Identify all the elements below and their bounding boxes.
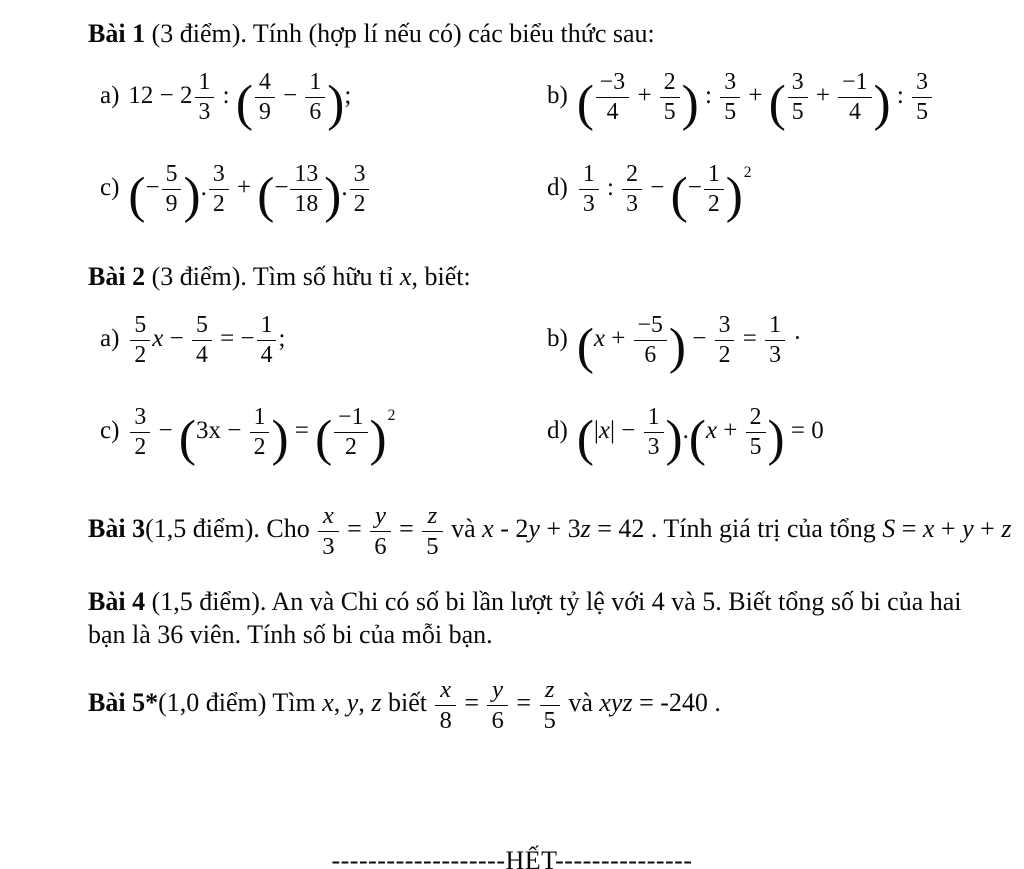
item-formula: (− $\frac{5}{9}$ ). $\frac{3}{2}$ + (− $\frac{13}{18}$ ). $\frac{3}{2}$ [128,174,371,201]
problem-2-row-1 [88,294,994,386]
problem-5-points: (1,0 điểm) [158,688,267,718]
problem-4-body: An và Chi có số bi lần lượt tỷ lệ với 4 và 5. Biết tổng số bi của hai bạn là 36 viên. Tính số bi của mỗi bạn. [88,586,962,650]
item-tag: d) [547,173,568,201]
problem-2-item-a [88,312,541,368]
problem-1-points: (3 điểm). [145,19,247,48]
problem-1-row-1 [88,51,994,143]
problem-5-label: Bài 5* [88,688,159,718]
item-tag: b) [547,81,568,109]
problem-1 [88,16,994,235]
item-formula: $\frac{3}{2}$ − (3x − $\frac{1}{2}$ ) = ( $\frac{-1}{2}$ )$^2$ [128,417,395,444]
problem-5-body: Tìm x, y, z biết $\frac{x}{8}$ = $\frac{y}{6}$ = $\frac{z}{5}$ và xyz = -240 . [266,676,721,734]
problem-5 [88,676,994,734]
problem-4-text [88,585,994,653]
end-of-exam-marker: -------------------HẾT--------------- [331,846,693,869]
problem-1-item-d [541,161,994,224]
problem-1-header [88,16,994,51]
problem-1-label: Bài 1 [88,19,146,48]
problem-2-points: (3 điểm). [145,262,247,292]
item-tag: c) [100,416,120,444]
item-formula: (|x| − $\frac{1}{3}$ ).(x + $\frac{2}{5}$ ) = 0 [576,404,824,467]
item-tag: c) [100,173,120,201]
item-formula: 12 − 2 $\frac{1}{3}$ : ( $\frac{4}{9}$ − $\frac{1}{6}$ ); [128,69,352,132]
item-tag: a) [100,324,120,352]
problem-4 [88,585,994,653]
problem-1-item-c [88,161,541,224]
problem-3-body: Cho $\frac{x}{3}$ = $\frac{y}{6}$ = $\frac{z}{5}$ và x - 2y + 3z = 42 . Tính giá trị của tổng S = x + y + z [259,502,1012,560]
problem-4-points: (1,5 điểm). [145,586,267,616]
problem-1-item-a [88,69,541,132]
item-formula: (x + $\frac{-5}{6}$ ) − $\frac{3}{2}$ = $\frac{1}{3}$ · [576,312,802,375]
problem-1-row-2 [88,143,994,235]
problem-3-label: Bài 3 [88,514,146,544]
problem-1-intro: Tính (hợp lí nếu có) các biểu thức sau: [246,19,655,48]
problem-3 [88,502,1012,560]
problem-2 [88,259,994,478]
problem-4-label: Bài 4 [88,586,146,616]
item-tag: a) [100,81,120,109]
problem-3-text [88,502,1012,560]
problem-1-item-b [541,69,994,132]
problem-2-intro: Tìm số hữu tỉ x, biết: [246,262,471,292]
item-tag: b) [547,324,568,352]
problem-2-item-c [88,404,541,467]
item-formula: $\frac{1}{3}$ : $\frac{2}{3}$ − (− $\frac{1}{2}$ )$^2$ [577,174,752,201]
problem-2-header [88,259,994,294]
problem-2-item-b [541,312,994,375]
problem-2-item-d [541,404,994,467]
problem-2-row-2 [88,386,994,478]
item-formula: $\frac{5}{2}$ x − $\frac{5}{4}$ = − $\frac{1}{4}$ ; [128,325,285,352]
item-tag: d) [547,416,568,444]
problem-3-points: (1,5 điểm). [145,514,260,544]
item-formula: ( $\frac{-3}{4}$ + $\frac{2}{5}$ ) : $\frac{3}{5}$ + ( $\frac{3}{5}$ + $\frac{-1}{4}$ ) : $\frac{3}{5}$ [577,82,934,109]
problem-5-text [88,676,994,734]
problem-2-label: Bài 2 [88,262,146,292]
